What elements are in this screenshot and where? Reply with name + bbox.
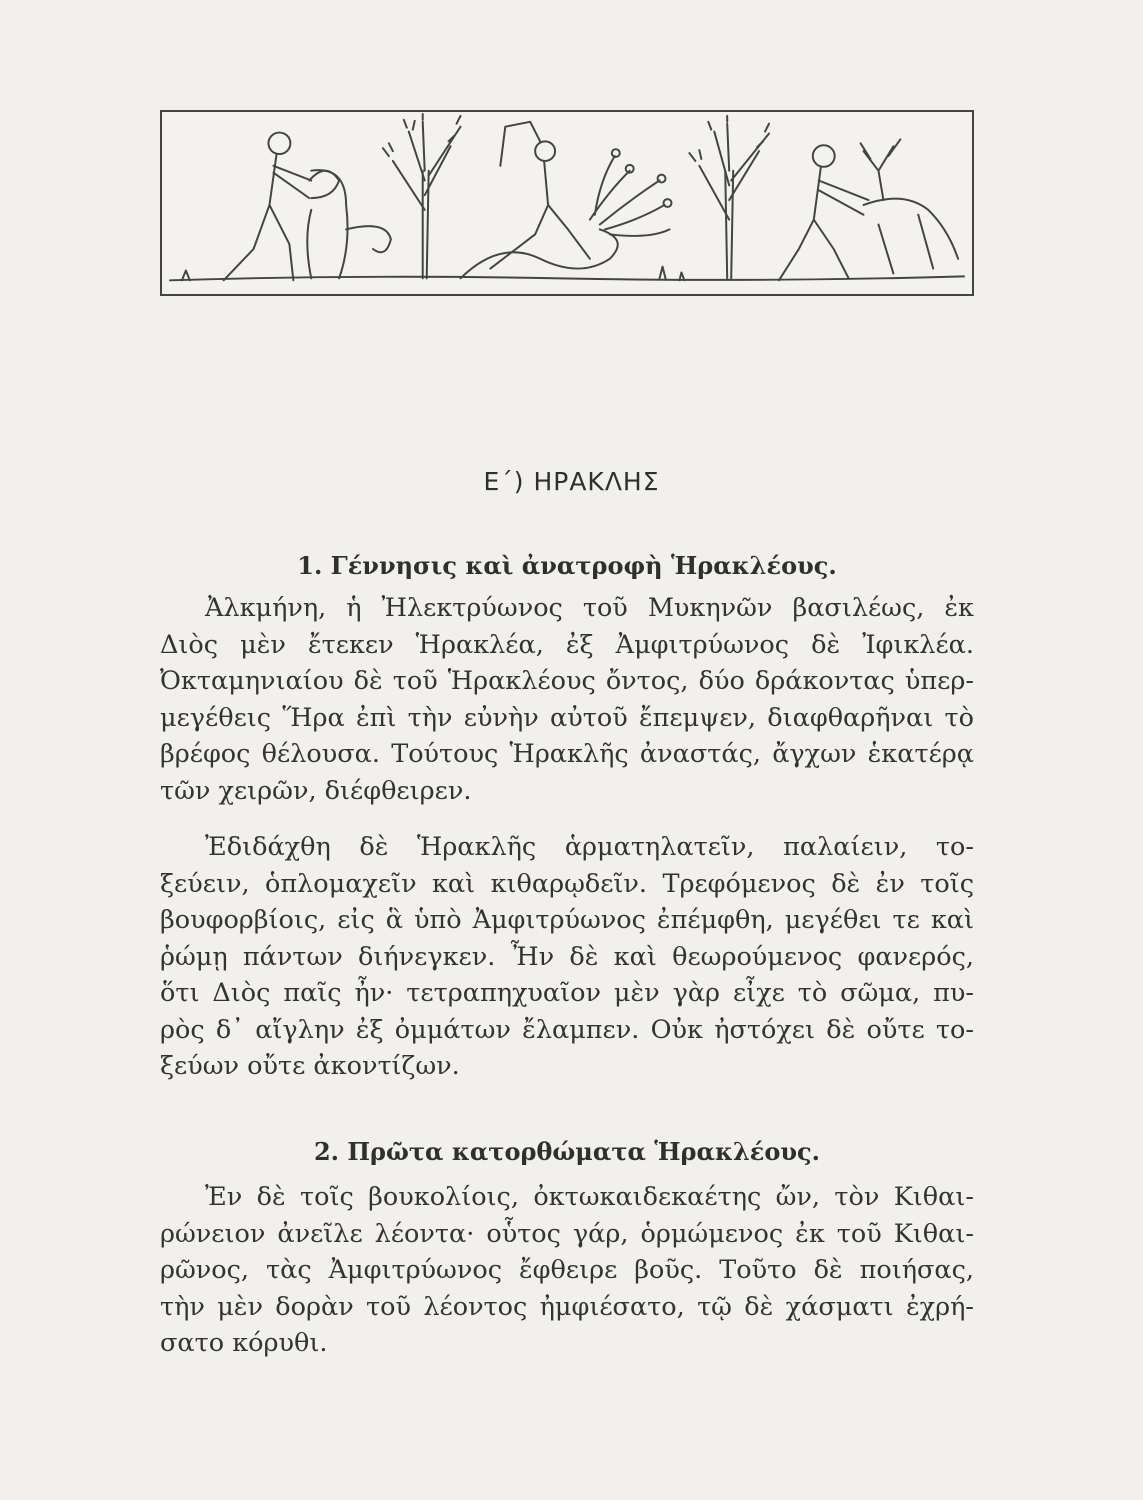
text-line: Ἐν δὲ τοῖς βουκολίοις, ὀκτωκαιδεκαέτης ὤν, τὸν Κιθαι-: [205, 1182, 974, 1212]
text-line: ρὸς δ᾽ αἴγλην ἐξ ὀμμάτων ἔλαμπεν. Οὐκ ἠστόχει δὲ οὔτε το-: [160, 1014, 974, 1045]
text-line: τὴν μὲν δορὰν τοῦ λέοντος ἠμφιέσατο, τῷ δὲ χάσματι ἐχρή-: [160, 1291, 974, 1322]
text-line: ρώνειον ἀνεῖλε λέοντα· οὗτος γάρ, ὁρμώμενος ἐκ τοῦ Κιθαι-: [160, 1218, 974, 1249]
text-line: μεγέθεις Ἥρα ἐπὶ τὴν εὐνὴν αὐτοῦ ἔπεμψεν, διαφθαρῆναι τὸ: [160, 702, 974, 733]
heracles-hydra-figure-icon: [461, 122, 672, 279]
text-line: τῶν χειρῶν, διέφθειρεν.: [160, 775, 472, 806]
text-line: Ἐδιδάχθη δὲ Ἡρακλῆς ἁρματηλατεῖν, παλαίειν, το-: [205, 832, 974, 862]
text-line: ξεύων οὔτε ἀκοντίζων.: [160, 1051, 460, 1081]
section-1-paragraph-2: [160, 829, 974, 1085]
heracles-lion-figure-icon: [224, 133, 391, 281]
section-2-paragraph-1: [160, 1179, 974, 1362]
text-line: βρέφος θέλουσα. Τούτους Ἡρακλῆς ἀναστάς, ἄγχων ἑκατέρᾳ: [160, 739, 974, 769]
chapter-title: Ε΄) ΗΡΑΚΛΗΣ: [483, 467, 660, 496]
section-heading-1: 1. Γέννησις καὶ ἀνατροφὴ Ἡρακλέους.: [297, 551, 837, 580]
text-line: σατο κόρυθι.: [160, 1328, 328, 1358]
text-line: βουφορβίοις, εἰς ἃ ὑπὸ Ἀμφιτρύωνος ἐπέμφθη, μεγέθει τε καὶ: [160, 905, 974, 935]
section-heading-2: 2. Πρῶτα κατορθώματα Ἡρακλέους.: [313, 1137, 821, 1166]
text-line: ῥώμῃ πάντων διήνεγκεν. Ἦν δὲ καὶ θεωρούμενος φανερός,: [160, 941, 974, 972]
heracles-hind-figure-icon: [779, 139, 958, 280]
section-1-paragraph-1: [160, 590, 974, 809]
frieze-drawing: [162, 112, 972, 294]
text-line: ξεύειν, ὁπλομαχεῖν καὶ κιθαρῳδεῖν. Τρεφόμενος δὲ ἐν τοῖς: [160, 868, 974, 899]
ground-line: [170, 276, 964, 280]
tree-left-icon: [383, 114, 461, 278]
text-line: Ἀλκμήνη, ἡ Ἠλεκτρύωνος τοῦ Μυκηνῶν βασιλέως, ἐκ: [205, 593, 974, 623]
text-line: ὅτι Διὸς παῖς ἦν· τετραπηχυαῖον μὲν γὰρ εἶχε τὸ σῶμα, πυ-: [160, 978, 974, 1008]
text-line: ρῶνος, τὰς Ἀμφιτρύωνος ἔφθειρε βοῦς. Τοῦτο δὲ ποιήσας,: [160, 1255, 974, 1285]
text-line: Διὸς μὲν ἔτεκεν Ἡρακλέα, ἐξ Ἀμφιτρύωνος δὲ Ἰφικλέα.: [160, 629, 974, 660]
tree-right-icon: [689, 116, 769, 278]
text-line: Ὀκταμηνιαίου δὲ τοῦ Ἡρακλέους ὄντος, δύο δράκοντας ὑπερ-: [160, 666, 974, 696]
heracles-labours-frieze-icon: [160, 110, 974, 296]
